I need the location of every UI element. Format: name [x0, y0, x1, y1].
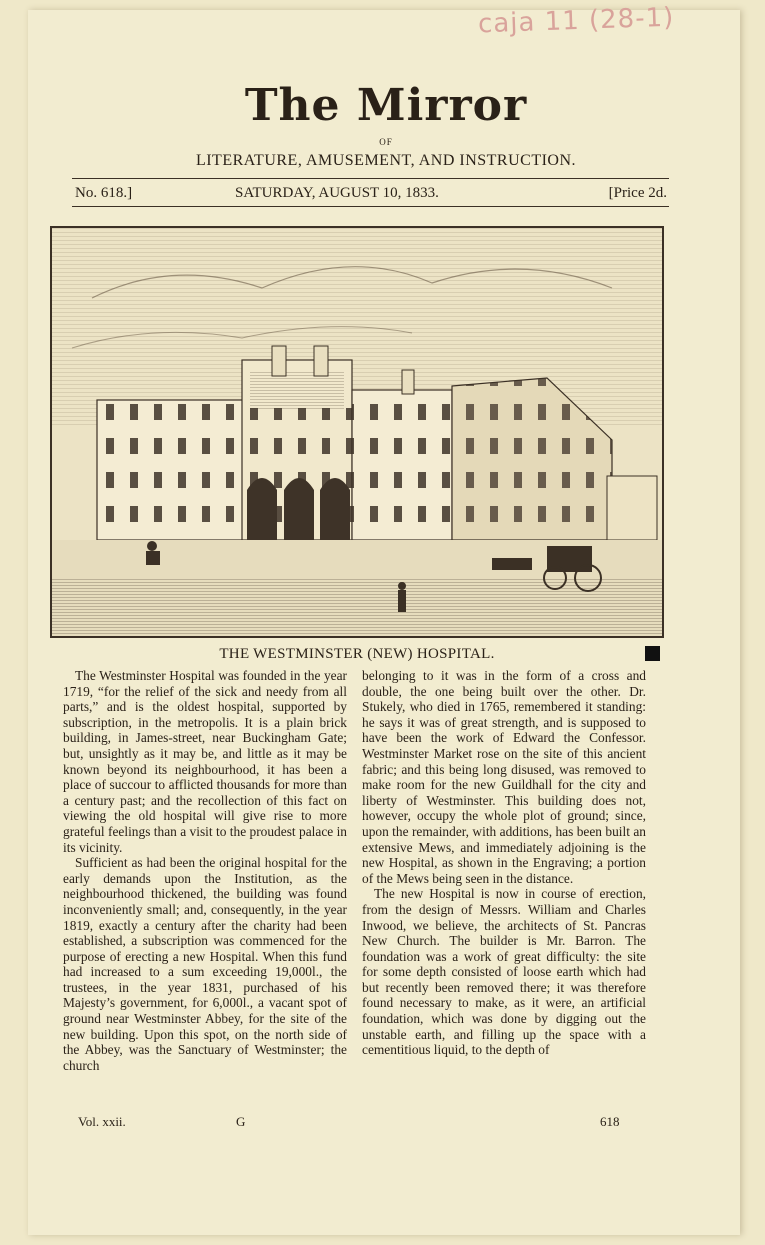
handwritten-annotation: caja 11 (28-1)	[477, 2, 675, 40]
masthead-title: The Mirror	[244, 80, 528, 131]
volume-label: Vol. xxii.	[78, 1114, 126, 1129]
bottom-rule	[72, 206, 669, 207]
article-paragraph: belonging to it was in the form of a cross and double, the one being built over the other. Dr. Stukely, who died in 1765, remembered it standing: he says it was of great strength, and is supposed to have been the work of Edward the Confessor. Westminster Market rose on the site of this ancient fabric; and this being long disused, was removed to make room for the new Guildhall for the city and liberty of Westminster. This building does not, however, occupy the whole plot of ground; since, upon the remainder, with additions, has been built an extensive Mews, and immediately adjoining is the new Hospital, as shown in the Engraving; a portion of the Mews being seen in the distance.	[362, 668, 646, 886]
article-paragraph: Sufficient as had been the original hospital for the early demands upon the Institution, as the neighbourhood thickened, the building was found inconveniently small; and, consequently, in the year 1819, exactly a century after the charity had been established, a subscription was commenced for the purpose of erecting a new Hospital. When this fund had increased to a sum exceeding 19,000l., the trustees, in the year 1831, purchased of his Majesty’s government, for 6,000l., a vacant spot of ground near Westminster Abbey, for the site of the new building. Upon this spot, on the north side of the Abbey, was the Sanctuary of Westminster; the church	[63, 855, 347, 1073]
masthead-of: OF	[379, 137, 393, 147]
top-rule	[72, 178, 669, 179]
issue-price: [Price 2d.	[608, 185, 667, 201]
printer-mark	[645, 646, 660, 661]
article-column-right	[362, 668, 646, 1058]
page-number: 618	[600, 1114, 620, 1129]
signature-mark: G	[236, 1114, 246, 1129]
article-paragraph: The Westminster Hospital was founded in the year 1719, “for the relief of the sick and needy from all parts,” and is the oldest hospital, supported by subscription, in the metropolis. It is a plain brick building, in James-street, near Buckingham Gate; but, unsightly as it may be, and little as it may be known beyond its neighbourhood, it has been a place of succour to afflicted thousands for more than a century past; and the recollection of this fact on viewing the old hospital will give rise to more grateful feelings than a visit to the proudest palace in its vicinity.	[63, 668, 347, 855]
masthead-subtitle: LITERATURE, AMUSEMENT, AND INSTRUCTION.	[195, 152, 577, 169]
article-column-left	[63, 668, 347, 1073]
hospital-engraving	[50, 226, 664, 638]
engraving-caption: THE WESTMINSTER (NEW) HOSPITAL.	[219, 646, 495, 662]
dateline	[75, 182, 667, 204]
article-paragraph: The new Hospital is now in course of erection, from the design of Messrs. William and Charles Inwood, we believe, the architects of St. Pancras New Church. The builder is Mr. Barron. The foundation was a work of great difficulty: the site for some depth consisted of loose earth which had but recently been removed there; it was therefore found necessary to make, as it were, an artificial foundation, which was done by digging out the unstable earth, and filling up the space with a cementitious liquid, to the depth of	[362, 886, 646, 1058]
issue-date: SATURDAY, AUGUST 10, 1833.	[235, 185, 439, 201]
issue-number: No. 618.]	[75, 185, 133, 201]
